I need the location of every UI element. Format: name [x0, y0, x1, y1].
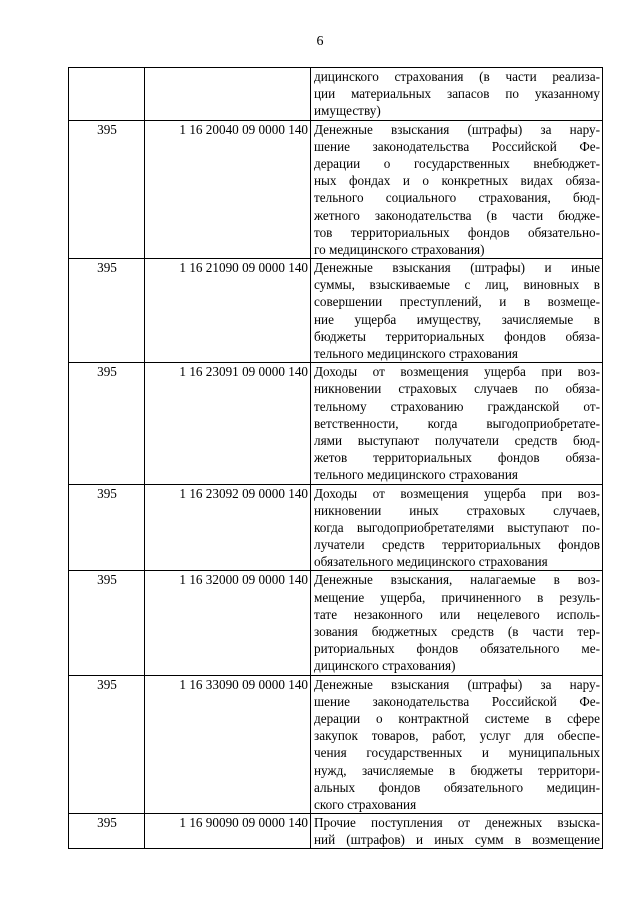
name-line: никновении страховых случаев по обяза-	[314, 381, 600, 397]
name-line: ветственности, когда выгодоприобретате-	[314, 415, 600, 431]
administrator-code-cell: 395	[69, 814, 145, 849]
page-number: 6	[316, 34, 324, 49]
name-line: ции материальных запасов по указанному	[314, 86, 600, 102]
name-line: жетов территориальных фондов обяза-	[314, 450, 600, 466]
revenue-name-cell	[311, 484, 603, 571]
revenue-code-cell: 1 16 32000 09 0000 140	[145, 571, 311, 675]
name-line: тельного медицинского страхования	[314, 467, 518, 483]
name-line: риториальных фондов обязательного ме-	[314, 641, 600, 657]
name-line: тов территориальных фондов обязательно-	[314, 224, 600, 240]
name-line: нужд, зачисляемые в бюджеты территори-	[314, 762, 600, 778]
name-line: Доходы от возмещения ущерба при воз-	[314, 485, 600, 501]
administrator-code-cell	[69, 68, 145, 121]
administrator-code-cell: 395	[69, 675, 145, 814]
name-line: никновении иных страховых случаев,	[314, 502, 600, 518]
name-line: чения государственных и муниципальных	[314, 745, 600, 761]
name-line: шение законодательства Российской Фе-	[314, 138, 600, 154]
name-line: лучатели средств территориальных фондов	[314, 537, 600, 553]
revenue-code-cell	[145, 68, 311, 121]
administrator-code-cell: 395	[69, 571, 145, 675]
name-line: тельного социального страхования, бюд-	[314, 190, 600, 206]
revenue-name-cell	[311, 675, 603, 814]
administrator-code-cell: 395	[69, 120, 145, 259]
name-line: зования бюджетных средств (в части тер-	[314, 624, 600, 639]
revenue-code-cell: 1 16 33090 09 0000 140	[145, 675, 311, 814]
table-row	[69, 120, 603, 259]
administrator-code-cell: 395	[69, 363, 145, 484]
revenue-name-cell	[311, 120, 603, 259]
revenue-code-cell: 1 16 23091 09 0000 140	[145, 363, 311, 484]
name-line: обязательного медицинского страхования	[314, 554, 548, 570]
table-row	[69, 259, 603, 363]
revenue-code-cell: 1 16 21090 09 0000 140	[145, 259, 311, 363]
table-row	[69, 363, 603, 484]
table-row	[69, 571, 603, 675]
table-row	[69, 675, 603, 814]
administrator-code-cell: 395	[69, 259, 145, 363]
name-line: Денежные взыскания (штрафы) и иные	[314, 260, 600, 276]
name-line: тельного медицинского страхования	[314, 346, 518, 361]
name-line: альных фондов обязательного медицин-	[314, 779, 600, 795]
name-line: тельному страхованию гражданской от-	[314, 398, 600, 414]
name-line: закупок товаров, работ, услуг для обеспе-	[314, 728, 600, 744]
table-row	[69, 814, 603, 849]
name-line: тате незаконного или нецелевого исполь-	[314, 606, 600, 622]
revenue-code-cell: 1 16 23092 09 0000 140	[145, 484, 311, 571]
name-line: когда выгодоприобретателями выступают по-	[314, 519, 600, 535]
name-line: дерации о контрактной системе в сфере	[314, 710, 600, 726]
name-line: мещение ущерба, причиненного в резуль-	[314, 589, 600, 605]
name-line: имуществу)	[314, 103, 381, 119]
name-line: дерации о государственных внебюджет-	[314, 155, 600, 171]
name-line: Денежные взыскания (штрафы) за нару-	[314, 121, 600, 137]
revenue-code-cell: 1 16 20040 09 0000 140	[145, 120, 311, 259]
name-line: дицинского страхования (в части реализа-	[314, 69, 600, 84]
name-line: го медицинского страхования)	[314, 241, 485, 257]
name-line: Денежные взыскания (штрафы) за нару-	[314, 676, 600, 692]
name-line: ных фондах и о конкретных видах обяза-	[314, 173, 600, 189]
revenue-code-cell: 1 16 90090 09 0000 140	[145, 814, 311, 849]
budget-classification-table	[68, 67, 603, 849]
name-line: шение законодательства Российской Фе-	[314, 693, 600, 709]
name-line: ского страхования	[314, 796, 417, 812]
name-line: Доходы от возмещения ущерба при воз-	[314, 364, 600, 380]
table-row	[69, 484, 603, 571]
revenue-name-cell	[311, 68, 603, 121]
name-line: бюджеты территориальных фондов обяза-	[314, 328, 600, 344]
name-line: ние ущерба имуществу, зачисляемые в	[314, 311, 600, 327]
administrator-code-cell: 395	[69, 484, 145, 571]
name-line: лями выступают получатели средств бюд-	[314, 432, 600, 448]
name-line: ний (штрафов) и иных сумм в возмещение	[314, 832, 600, 848]
name-line: совершении преступлений, и в возмеще-	[314, 294, 600, 310]
revenue-name-cell	[311, 363, 603, 484]
name-line: дицинского страхования)	[314, 658, 456, 674]
table-row	[69, 68, 603, 121]
revenue-name-cell	[311, 814, 603, 849]
name-line: суммы, взыскиваемые с лиц, виновных в	[314, 277, 600, 293]
revenue-name-cell	[311, 259, 603, 363]
revenue-name-cell	[311, 571, 603, 675]
name-line: жетного законодательства (в части бюдже-	[314, 207, 600, 223]
name-line: Денежные взыскания, налагаемые в воз-	[314, 572, 600, 588]
name-line: Прочие поступления от денежных взыска-	[314, 815, 600, 831]
